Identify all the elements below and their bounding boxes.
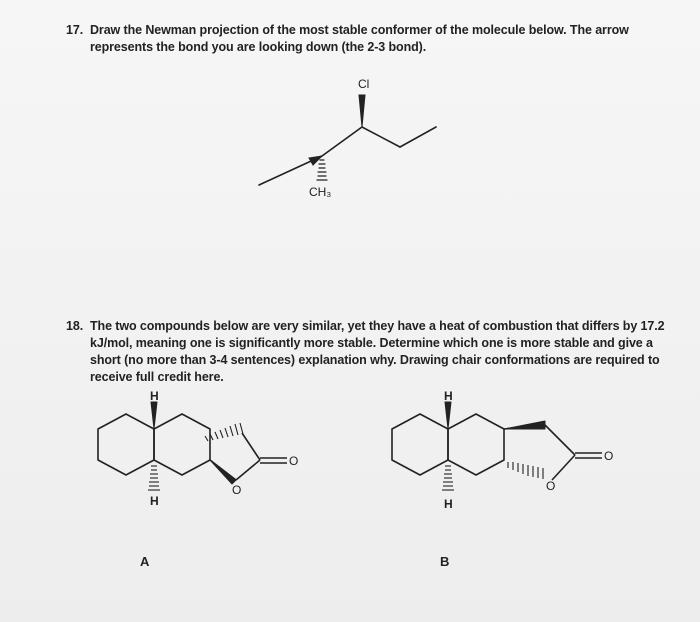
compound-a-o-ring-label: O bbox=[232, 483, 242, 497]
compound-b-wedge bbox=[504, 421, 545, 429]
compound-b-hashed-h-bottom bbox=[442, 466, 454, 490]
compound-b-c-carbonyl bbox=[545, 425, 575, 455]
atom-cl-label: Cl bbox=[358, 77, 370, 91]
question-18-text: The two compounds below are very similar, yet they have a heat of combustion that differs by 17.2 kJ/mol, meaning one is significantly more stable. Determine which one is more stable and give a short (no more than 3-4 sentences) explanation why. Drawing chair conformations are required to receive full credit here. bbox=[90, 319, 665, 384]
compound-b-label: B bbox=[440, 554, 450, 569]
compound-b-o-carbonyl-label: O bbox=[604, 449, 614, 463]
compound-b-h-top-label: H bbox=[444, 389, 453, 403]
compound-a-label: A bbox=[140, 554, 150, 569]
compound-b-ring-left bbox=[392, 414, 448, 475]
compound-a-h-top-label: H bbox=[150, 389, 159, 403]
compound-b-h-bottom-label: H bbox=[444, 497, 453, 511]
question-17-number: 17. bbox=[66, 23, 84, 37]
compound-b-ring-right bbox=[448, 414, 504, 475]
compound-b-carbonyl-o bbox=[552, 455, 575, 480]
question-17-text: Draw the Newman projection of the most stable conformer of the molecule below. The arrow represents the bond you are looking down (the 2-3 bond). bbox=[90, 23, 629, 54]
compound-b-wedge-h-top bbox=[445, 402, 451, 429]
compound-b-o-ring-label: O bbox=[546, 479, 556, 493]
compound-a-o-carbonyl-label: O bbox=[289, 454, 299, 468]
atom-ch3-label: CH₃ bbox=[309, 185, 332, 199]
compound-b-hashed-o bbox=[508, 462, 543, 479]
question-18-number: 18. bbox=[66, 319, 84, 333]
compound-a-h-bottom-label: H bbox=[150, 494, 159, 508]
